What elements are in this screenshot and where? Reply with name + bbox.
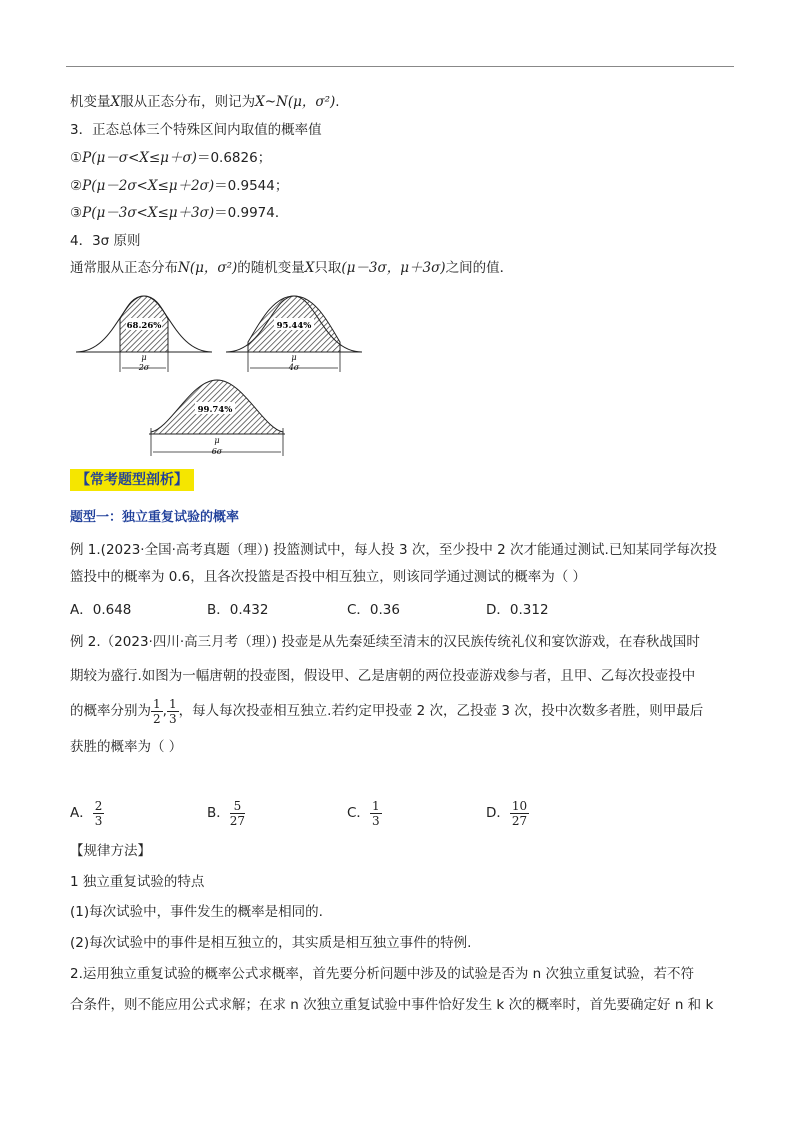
example-1-option-d: D．0.312 bbox=[486, 602, 549, 618]
width-label-2: 4σ bbox=[288, 363, 300, 372]
mu-label-2: μ bbox=[291, 353, 297, 362]
method-point-1a: (1)每次试验中，事件发生的概率是相同的. bbox=[70, 904, 323, 920]
normal-curve-figure-3 bbox=[147, 372, 287, 458]
example-1-option-a: A．0.648 bbox=[70, 602, 132, 618]
method-point-2-line-1: 2.运用独立重复试验的概率公式求概率，首先要分析问题中涉及的试验是否为 n 次独立重复试验，若不符 bbox=[70, 966, 695, 982]
percent-label-3: 99.74% bbox=[197, 405, 233, 415]
example-2-line-2: 期较为盛行.如图为一幅唐朝的投壶图，假设甲、乙是唐朝的两位投壶游戏参与者，且甲、乙每次投壶投中 bbox=[70, 668, 696, 684]
method-point-1b: (2)每次试验中的事件是相互独立的，其实质是相互独立事件的特例. bbox=[70, 935, 472, 951]
width-label-3: 6σ bbox=[211, 447, 223, 456]
example-1-line-2: 篮投中的概率为 0.6，且各次投篮是否投中相互独立，则该同学通过测试的概率为（ ） bbox=[70, 569, 587, 585]
normal-curve-figure-2 bbox=[224, 290, 364, 376]
section-badge: 【常考题型剖析】 bbox=[70, 469, 194, 491]
method-title: 【规律方法】 bbox=[70, 843, 151, 859]
method-point-1: 1 独立重复试验的特点 bbox=[70, 874, 205, 890]
example-2-option-c: C． $\frac{1}{3}$ bbox=[347, 798, 380, 828]
percent-label-1: 68.26% bbox=[126, 321, 162, 331]
normal-curve-figure-1 bbox=[74, 290, 214, 376]
header-rule bbox=[66, 66, 734, 67]
prob-3sigma: ③P(μ－3σ<X≤μ＋3σ)＝0.9974． bbox=[70, 205, 289, 221]
example-1-option-c: C．0.36 bbox=[347, 602, 400, 618]
section-4-heading: 4．3σ 原则 bbox=[70, 233, 141, 249]
mu-label-3: μ bbox=[214, 436, 220, 445]
prob-2sigma: ②P(μ－2σ<X≤μ＋2σ)＝0.9544； bbox=[70, 178, 289, 194]
example-2-line-1: 例 2.（2023·四川·高三月考（理）) 投壶是从先秦延续至清末的汉民族传统礼仪和宴饮游戏，在春秋战国时 bbox=[70, 634, 700, 650]
example-2-line-3: 的概率分别为 $\frac{1}{2}$ , $\frac{1}{3}$ ，每人每次投壶相互独立.若约定甲投壶 2 次，乙投壶 3 次，投中次数多者胜，则甲最后 bbox=[70, 696, 704, 726]
fraction-one-half: $\frac{1}{2}$ bbox=[153, 696, 161, 726]
example-1-line-1: 例 1.(2023·全国·高考真题（理）) 投篮测试中，每人投 3 次，至少投中 2 次才能通过测试.已知某同学每次投 bbox=[70, 542, 717, 558]
example-2-option-a: A． $\frac{2}{3}$ bbox=[70, 798, 103, 828]
normal-dist-notation-line: 机变量X服从正态分布，则记为X~N(μ，σ²). bbox=[70, 94, 340, 110]
three-sigma-rule-text: 通常服从正态分布N(μ，σ²)的随机变量X只取(μ－3σ，μ＋3σ)之间的值． bbox=[70, 260, 514, 276]
mu-label-1: μ bbox=[141, 353, 147, 362]
method-point-2-line-2: 合条件，则不能应用公式求解；在求 n 次独立重复试验中事件恰好发生 k 次的概率时，首先要确定好 n 和 k bbox=[70, 997, 714, 1013]
prob-1sigma: ①P(μ－σ<X≤μ＋σ)＝0.6826； bbox=[70, 150, 272, 166]
example-2-line-4: 获胜的概率为（ ） bbox=[70, 739, 183, 755]
example-1-option-b: B．0.432 bbox=[207, 602, 269, 618]
type1-heading: 题型一：独立重复试验的概率 bbox=[70, 510, 240, 525]
section-3-heading: 3．正态总体三个特殊区间内取值的概率值 bbox=[70, 122, 322, 138]
fraction-one-third: $\frac{1}{3}$ bbox=[168, 696, 177, 726]
percent-label-2: 95.44% bbox=[276, 321, 312, 331]
example-2-option-d: D． $\frac{10}{27}$ bbox=[486, 798, 528, 828]
width-label-1: 2σ bbox=[138, 363, 150, 372]
example-2-option-b: B． $\frac{5}{27}$ bbox=[207, 798, 246, 828]
